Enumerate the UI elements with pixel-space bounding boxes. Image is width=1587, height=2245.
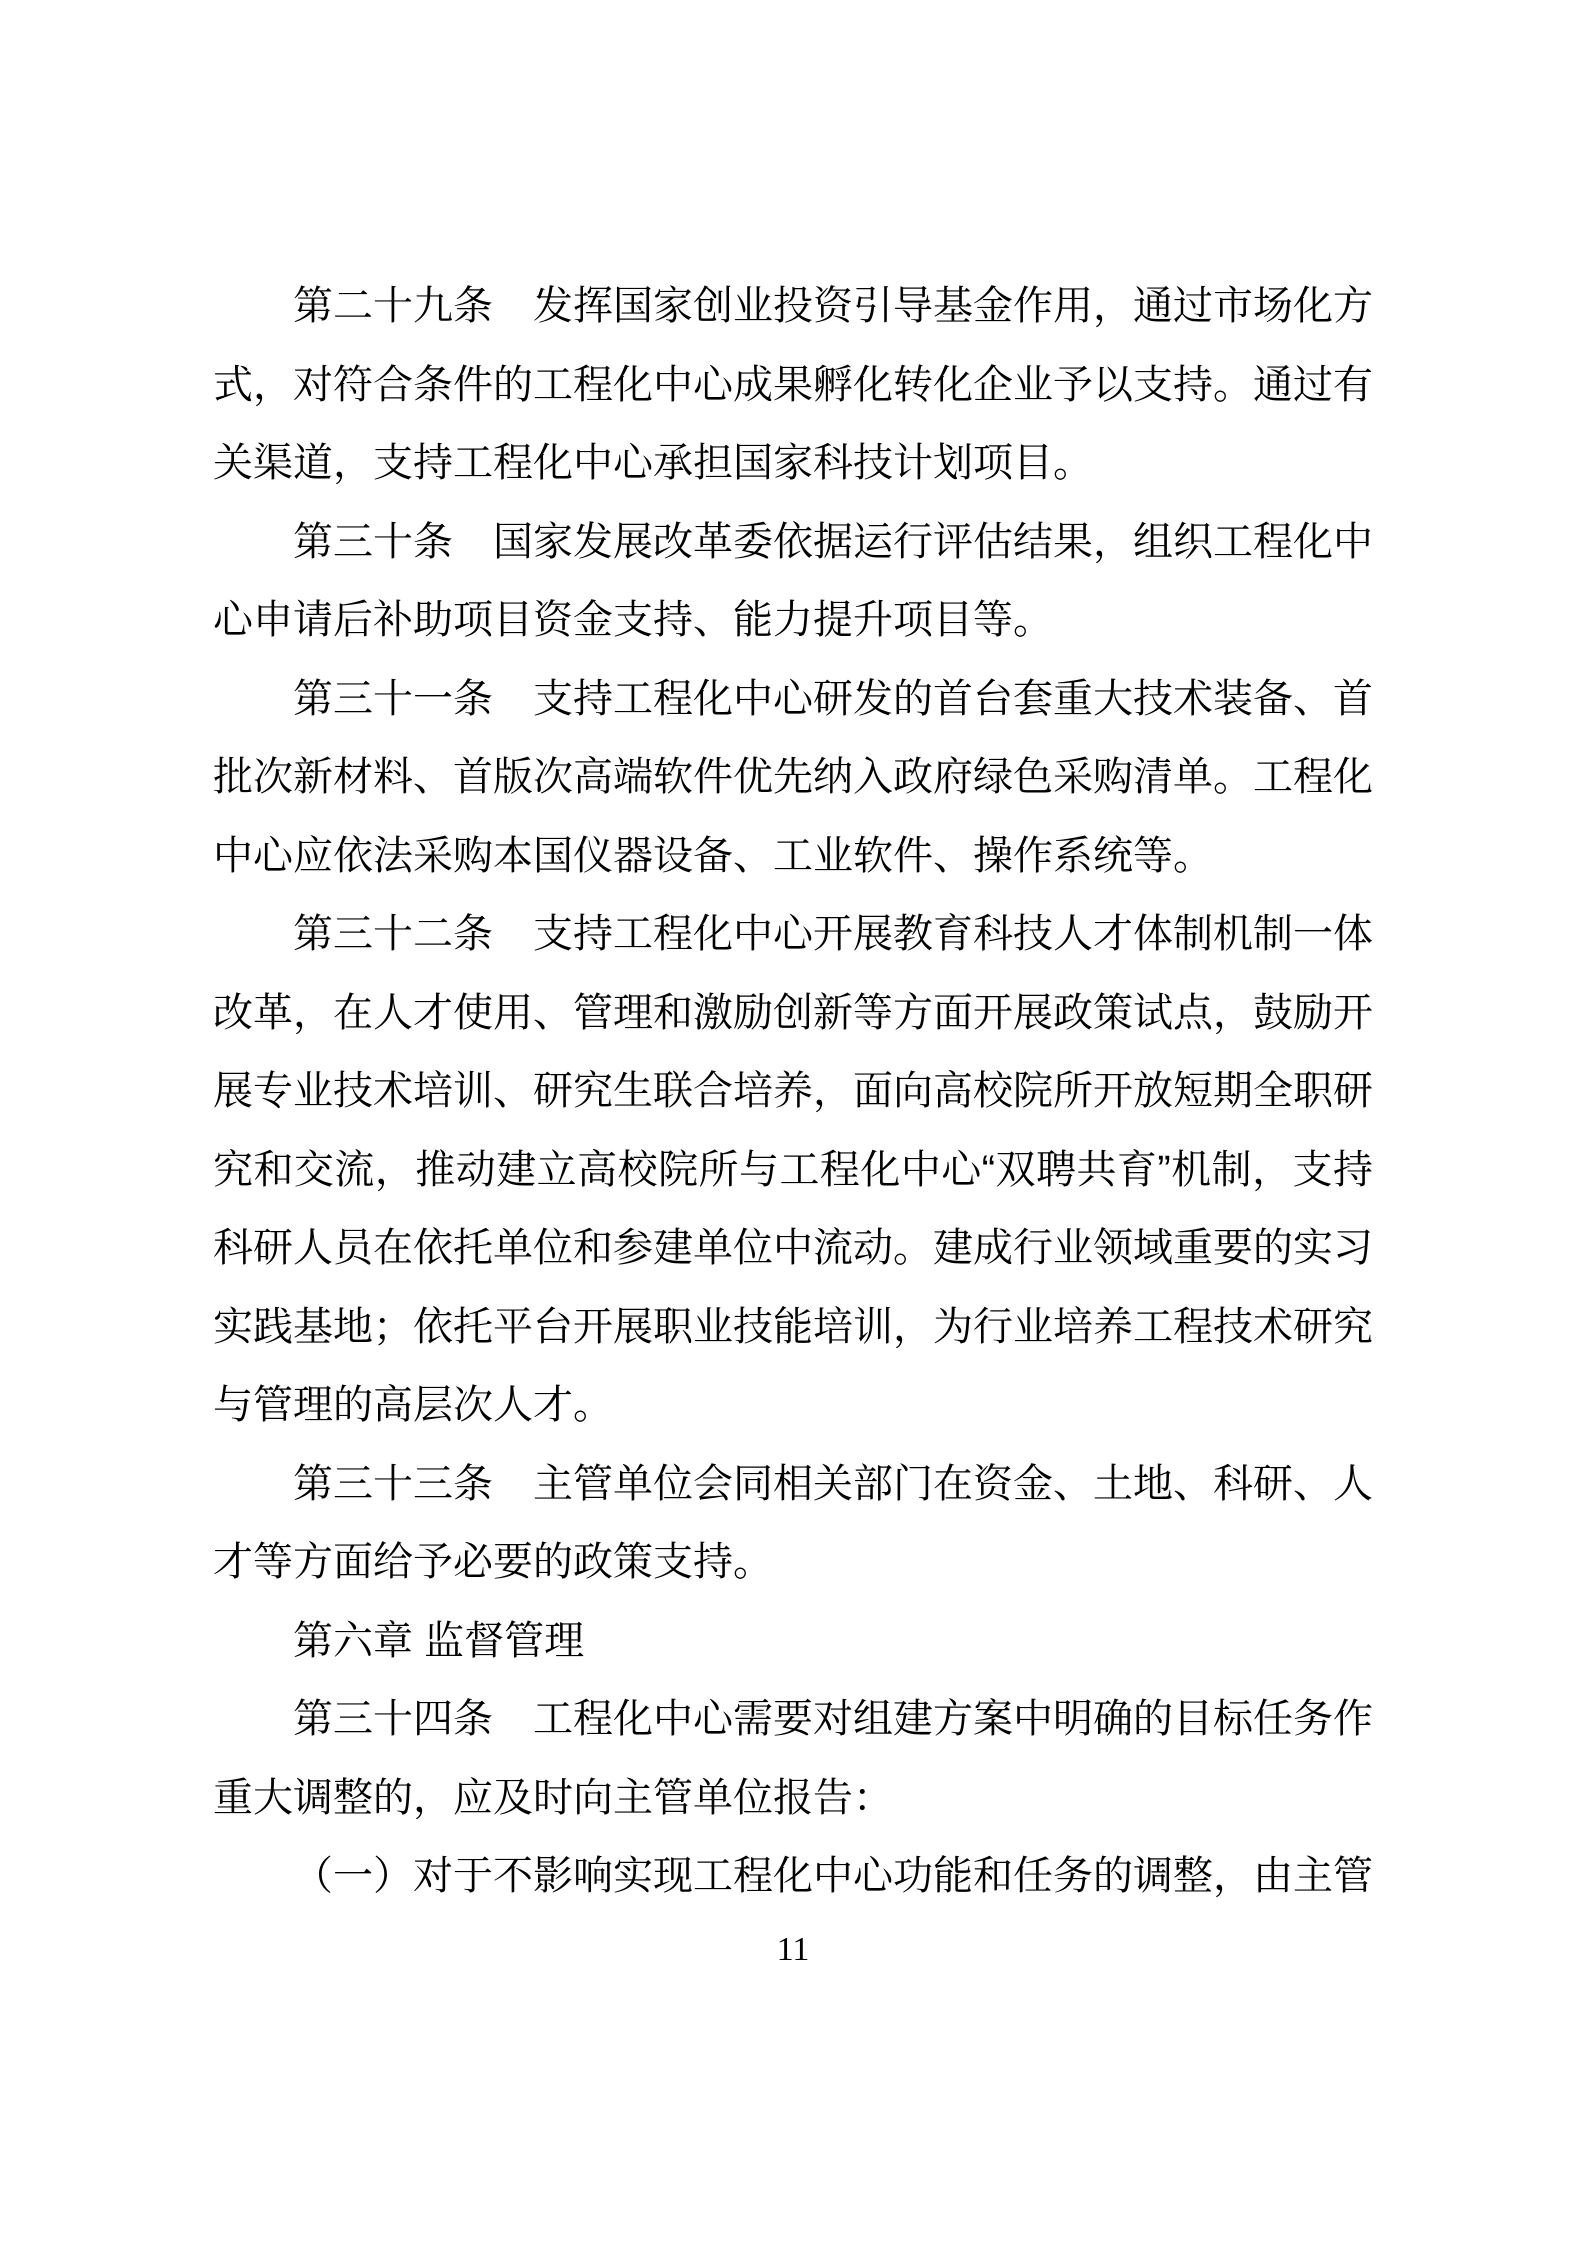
document-body-text <box>213 267 1373 1916</box>
article-paragraph-31: 第三十一条 支持工程化中心研发的首台套重大技术装备、首批次新材料、首版次高端软件优先纳入政府绿色采购清单。工程化中心应依法采购本国仪器设备、工业软件、操作系统等。 <box>213 676 1373 878</box>
article-paragraph-29: 第二十九条 发挥国家创业投资引导基金作用，通过市场化方式，对符合条件的工程化中心成果孵化转化企业予以支持。通过有关渠道，支持工程化中心承担国家科技计划项目。 <box>213 284 1373 485</box>
chapter-heading: 第六章 监督管理 <box>293 1618 585 1663</box>
article-paragraph-32: 第三十二条 支持工程化中心开展教育科技人才体制机制一体改革，在人才使用、管理和激励创新等方面开展政策试点，鼓励开展专业技术培训、研究生联合培养，面向高校院所开放短期全职研究和交流，推动建立高校院所与工程化中心“双聘共育”机制，支持科研人员在依托单位和参建单位中流动。建成行业领域重要的实习实践基地；依托平台开展职业技能培训，为行业培养工程技术研究与管理的高层次人才。 <box>213 912 1373 1427</box>
article-paragraph-30: 第三十条 国家发展改革委依据运行评估结果，组织工程化中心申请后补助项目资金支持、能力提升项目等。 <box>213 519 1373 642</box>
page-footer <box>213 1930 1373 1970</box>
page-number: 11 <box>776 1930 810 1968</box>
article-subitem-paragraph: （一）对于不影响实现工程化中心功能和任务的调整，由主管 <box>293 1854 1373 1898</box>
article-paragraph-34: 第三十四条 工程化中心需要对组建方案中明确的目标任务作重大调整的，应及时向主管单位报告： <box>213 1697 1373 1820</box>
article-paragraph-33: 第三十三条 主管单位会同相关部门在资金、土地、科研、人才等方面给予必要的政策支持。 <box>213 1461 1373 1584</box>
